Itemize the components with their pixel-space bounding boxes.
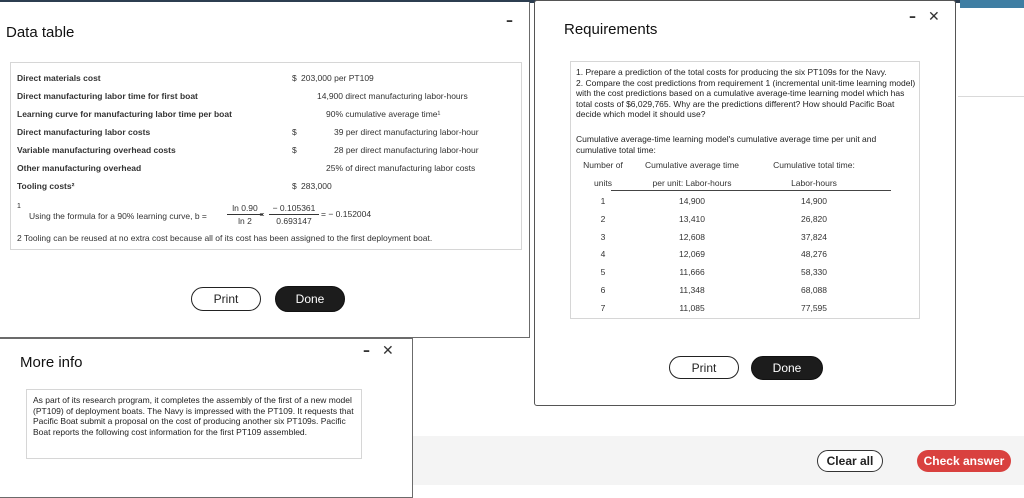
fraction-denominator: ln 2 — [238, 216, 252, 226]
row-currency: $ — [292, 145, 297, 155]
print-button[interactable]: Print — [191, 287, 261, 311]
close-button[interactable]: ✕ — [382, 343, 394, 359]
cell-avg-time: 11,666 — [679, 267, 705, 278]
row-label: Direct manufacturing labor costs — [17, 127, 151, 137]
footnote-tooling: 2 Tooling can be reused at no extra cost because all of its cost has been assigned to the first deployment boat. — [17, 233, 433, 243]
row-currency: $ — [292, 73, 297, 83]
requirements-box — [570, 61, 920, 319]
row-value: 14,900 direct manufacturing labor-hours — [317, 91, 468, 101]
print-button[interactable]: Print — [669, 356, 739, 379]
row-label: Tooling costs² — [17, 181, 75, 191]
data-row — [17, 73, 517, 89]
cell-avg-time: 14,900 — [679, 196, 705, 206]
formula-result: = − 0.152004 — [321, 209, 372, 219]
header-units-line1: Number of — [583, 160, 623, 170]
cell-total-time: 26,820 — [801, 213, 827, 224]
cell-units: 2 — [600, 213, 606, 224]
cell-units: 3 — [600, 231, 606, 242]
cell-total-time: 77,595 — [801, 302, 827, 313]
cell-total-time: 58,330 — [801, 267, 827, 278]
data-row — [17, 109, 517, 125]
header-units-line2: units — [594, 178, 612, 188]
done-button[interactable]: Done — [751, 356, 823, 380]
equals-sign: = — [259, 209, 265, 219]
row-currency: $ — [292, 127, 297, 137]
dialog-title: Data table — [6, 24, 75, 41]
header-rule — [767, 190, 891, 191]
header-total-line1: Cumulative total time: — [773, 160, 855, 170]
minimize-button[interactable]: – — [909, 9, 916, 25]
data-row — [17, 181, 517, 197]
row-label: Variable manufacturing overhead costs — [17, 145, 176, 155]
row-value: 203,000 per PT109 — [301, 73, 374, 83]
cell-avg-time: 11,085 — [679, 302, 705, 313]
cell-units: 1 — [600, 196, 606, 206]
window-controls — [909, 10, 940, 24]
cell-units: 4 — [600, 249, 606, 260]
header-rule — [637, 190, 767, 191]
table-intro: Cumulative average-time learning model's cumulative average time per unit and cumulative total time: — [576, 134, 877, 155]
fraction-denominator: 0.693147 — [276, 216, 312, 226]
cell-total-time: 48,276 — [801, 249, 827, 260]
cell-total-time: 14,900 — [801, 196, 827, 206]
data-row — [17, 163, 517, 179]
row-value: 28 per direct manufacturing labor-hour — [334, 145, 479, 155]
close-button[interactable]: ✕ — [928, 9, 940, 25]
row-value: 90% cumulative average time¹ — [326, 109, 441, 119]
check-answer-button[interactable]: Check answer — [917, 450, 1011, 472]
footnote-formula-text: Using the formula for a 90% learning curve, b = — [29, 211, 207, 221]
more-info-text: As part of its research program, it completes the assembly of the first of a new model (PT109) of deployment boats. The Navy is impressed with the PT109. It requests that Pacific Boat submit a proposal on the cost of producing another six PT109s. Pacific Boat reports the following cost information for the first PT109 assembled. — [26, 389, 362, 459]
cell-units: 6 — [600, 285, 606, 295]
footnote-marker: 1 — [17, 203, 21, 210]
window-controls — [363, 344, 394, 358]
row-label: Other manufacturing overhead — [17, 163, 142, 173]
fraction-numerator: ln 0.90 — [232, 203, 258, 213]
cell-avg-time: 11,348 — [679, 285, 705, 295]
fraction-numerator: − 0.105361 — [272, 203, 316, 213]
more-info-dialog — [0, 338, 413, 498]
cell-units: 5 — [600, 267, 606, 278]
background-divider — [958, 96, 1024, 97]
done-button[interactable]: Done — [275, 286, 345, 312]
minimize-button[interactable]: – — [506, 13, 513, 29]
fraction-line — [269, 214, 319, 215]
requirements-dialog — [534, 0, 956, 406]
data-row — [17, 91, 517, 107]
requirement-2: 2. Compare the cost predictions from requirement 1 (incremental unit-time learning model) with the cost predictions based on a cumulative average-time learning model which has total costs of $6,029,765. Why are the predictions different? How should Pacific Boat decide which model it should use? — [576, 77, 916, 119]
row-value: 25% of direct manufacturing labor costs — [326, 163, 476, 173]
cell-avg-time: 12,069 — [679, 249, 705, 260]
header-avg-line1: Cumulative average time — [644, 160, 739, 170]
row-label: Direct manufacturing labor time for first boat — [17, 91, 198, 101]
data-table-box — [10, 62, 522, 250]
header-total-line2: Labor-hours — [791, 178, 837, 188]
data-row — [17, 145, 517, 161]
minimize-button[interactable]: – — [363, 343, 370, 359]
dialog-title: Requirements — [564, 21, 658, 38]
row-label: Learning curve for manufacturing labor time per boat — [17, 109, 232, 119]
dialog-title: More info — [20, 354, 83, 371]
top-accent — [960, 0, 1024, 8]
row-label: Direct materials cost — [17, 73, 101, 83]
cell-units: 7 — [600, 302, 606, 313]
data-table-dialog — [0, 2, 530, 338]
window-controls — [506, 14, 513, 28]
cell-total-time: 37,824 — [801, 231, 827, 242]
cell-total-time: 68,088 — [801, 285, 827, 295]
row-currency: $ — [292, 181, 297, 191]
header-rule — [611, 190, 639, 191]
requirement-1: 1. Prepare a prediction of the total costs for producing the six PT109s for the Navy. — [576, 67, 887, 77]
requirements-list — [576, 67, 918, 120]
header-avg-line2: per unit: Labor-hours — [652, 178, 732, 188]
cell-avg-time: 12,608 — [679, 231, 705, 242]
row-value: 39 per direct manufacturing labor-hour — [334, 127, 479, 137]
cell-avg-time: 13,410 — [679, 213, 705, 224]
row-value: 283,000 — [301, 181, 332, 191]
clear-all-button[interactable]: Clear all — [817, 450, 883, 472]
data-row — [17, 127, 517, 143]
